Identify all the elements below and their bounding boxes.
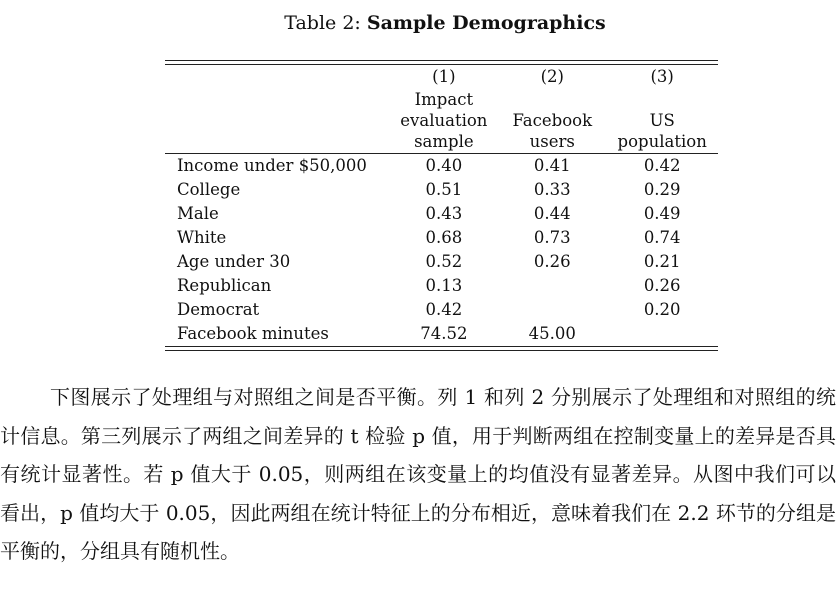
table-cell: 0.51 [425,180,463,199]
row-label: Male [177,204,219,223]
demographics-table [165,60,718,351]
body-paragraph-block [0,378,836,571]
caption-prefix: Table 2: [284,12,367,34]
row-label: Democrat [177,300,260,319]
table-cell: 0.43 [425,204,463,223]
column-number: (2) [540,67,564,86]
column-header-line: Impact [414,90,474,109]
column-header [606,89,718,152]
column-header-line: users [529,132,575,151]
column-header-line: Facebook [512,111,593,130]
column-number-row [165,65,718,89]
table-row [165,226,718,250]
table-cell: 0.26 [643,276,681,295]
table-cell: 0.33 [533,180,571,199]
table-row [165,250,718,274]
table-cell [498,298,606,322]
column-header-line: evaluation [400,111,488,130]
column-header-line: US [649,111,675,130]
table-cell: 0.29 [643,180,681,199]
caption-title: Sample Demographics [366,12,606,34]
table-cell: 0.40 [425,156,463,175]
table-cell: 0.20 [643,300,681,319]
row-label: Income under $50,000 [177,156,367,175]
table-cell: 0.68 [425,228,463,247]
table-cell: 0.74 [643,228,681,247]
table-row [165,298,718,322]
table-cell: 74.52 [420,324,468,343]
table-row [165,178,718,202]
column-header [498,89,606,152]
table-grid [165,65,718,346]
column-header-line: sample [414,132,474,151]
table-cell: 0.42 [643,156,681,175]
row-label: Republican [177,276,272,295]
table-cell [498,274,606,298]
table-row [165,274,718,298]
row-label: Age under 30 [177,252,291,271]
table-row [165,202,718,226]
column-number: (3) [650,67,674,86]
table-cell: 0.21 [643,252,681,271]
table-cell: 0.41 [533,156,571,175]
table-cell: 0.49 [643,204,681,223]
column-header [390,89,499,152]
table-caption [0,12,836,34]
table-cell: 0.52 [425,252,463,271]
column-header-line: population [617,132,707,151]
row-label: College [177,180,241,199]
row-label: White [177,228,227,247]
column-header-row [165,89,718,152]
column-number: (1) [432,67,456,86]
table-cell [606,322,718,346]
row-label: Facebook minutes [177,324,329,343]
table-cell: 45.00 [528,324,576,343]
table-row [165,322,718,346]
table-cell: 0.44 [533,204,571,223]
table-cell: 0.42 [425,300,463,319]
table-bottom-rule [165,346,718,351]
table-cell: 0.13 [425,276,463,295]
table-row [165,154,718,178]
body-paragraph: 下图展示了处理组与对照组之间是否平衡。列 1 和列 2 分别展示了处理组和对照组的统计信息。第三列展示了两组之间差异的 t 检验 p 值，用于判断两组在控制变量上的差异是否具有统计显著性。若 p 值大于 0.05，则两组在该变量上的均值没有显著差异。从图中我们可以看出，p 值均大于 0.05，因此两组在统计特征上的分布相近，意味着我们在 2.2 环节的分组是平衡的，分组具有随机性。 [0,385,836,563]
table-cell: 0.26 [533,252,571,271]
table-cell: 0.73 [533,228,571,247]
